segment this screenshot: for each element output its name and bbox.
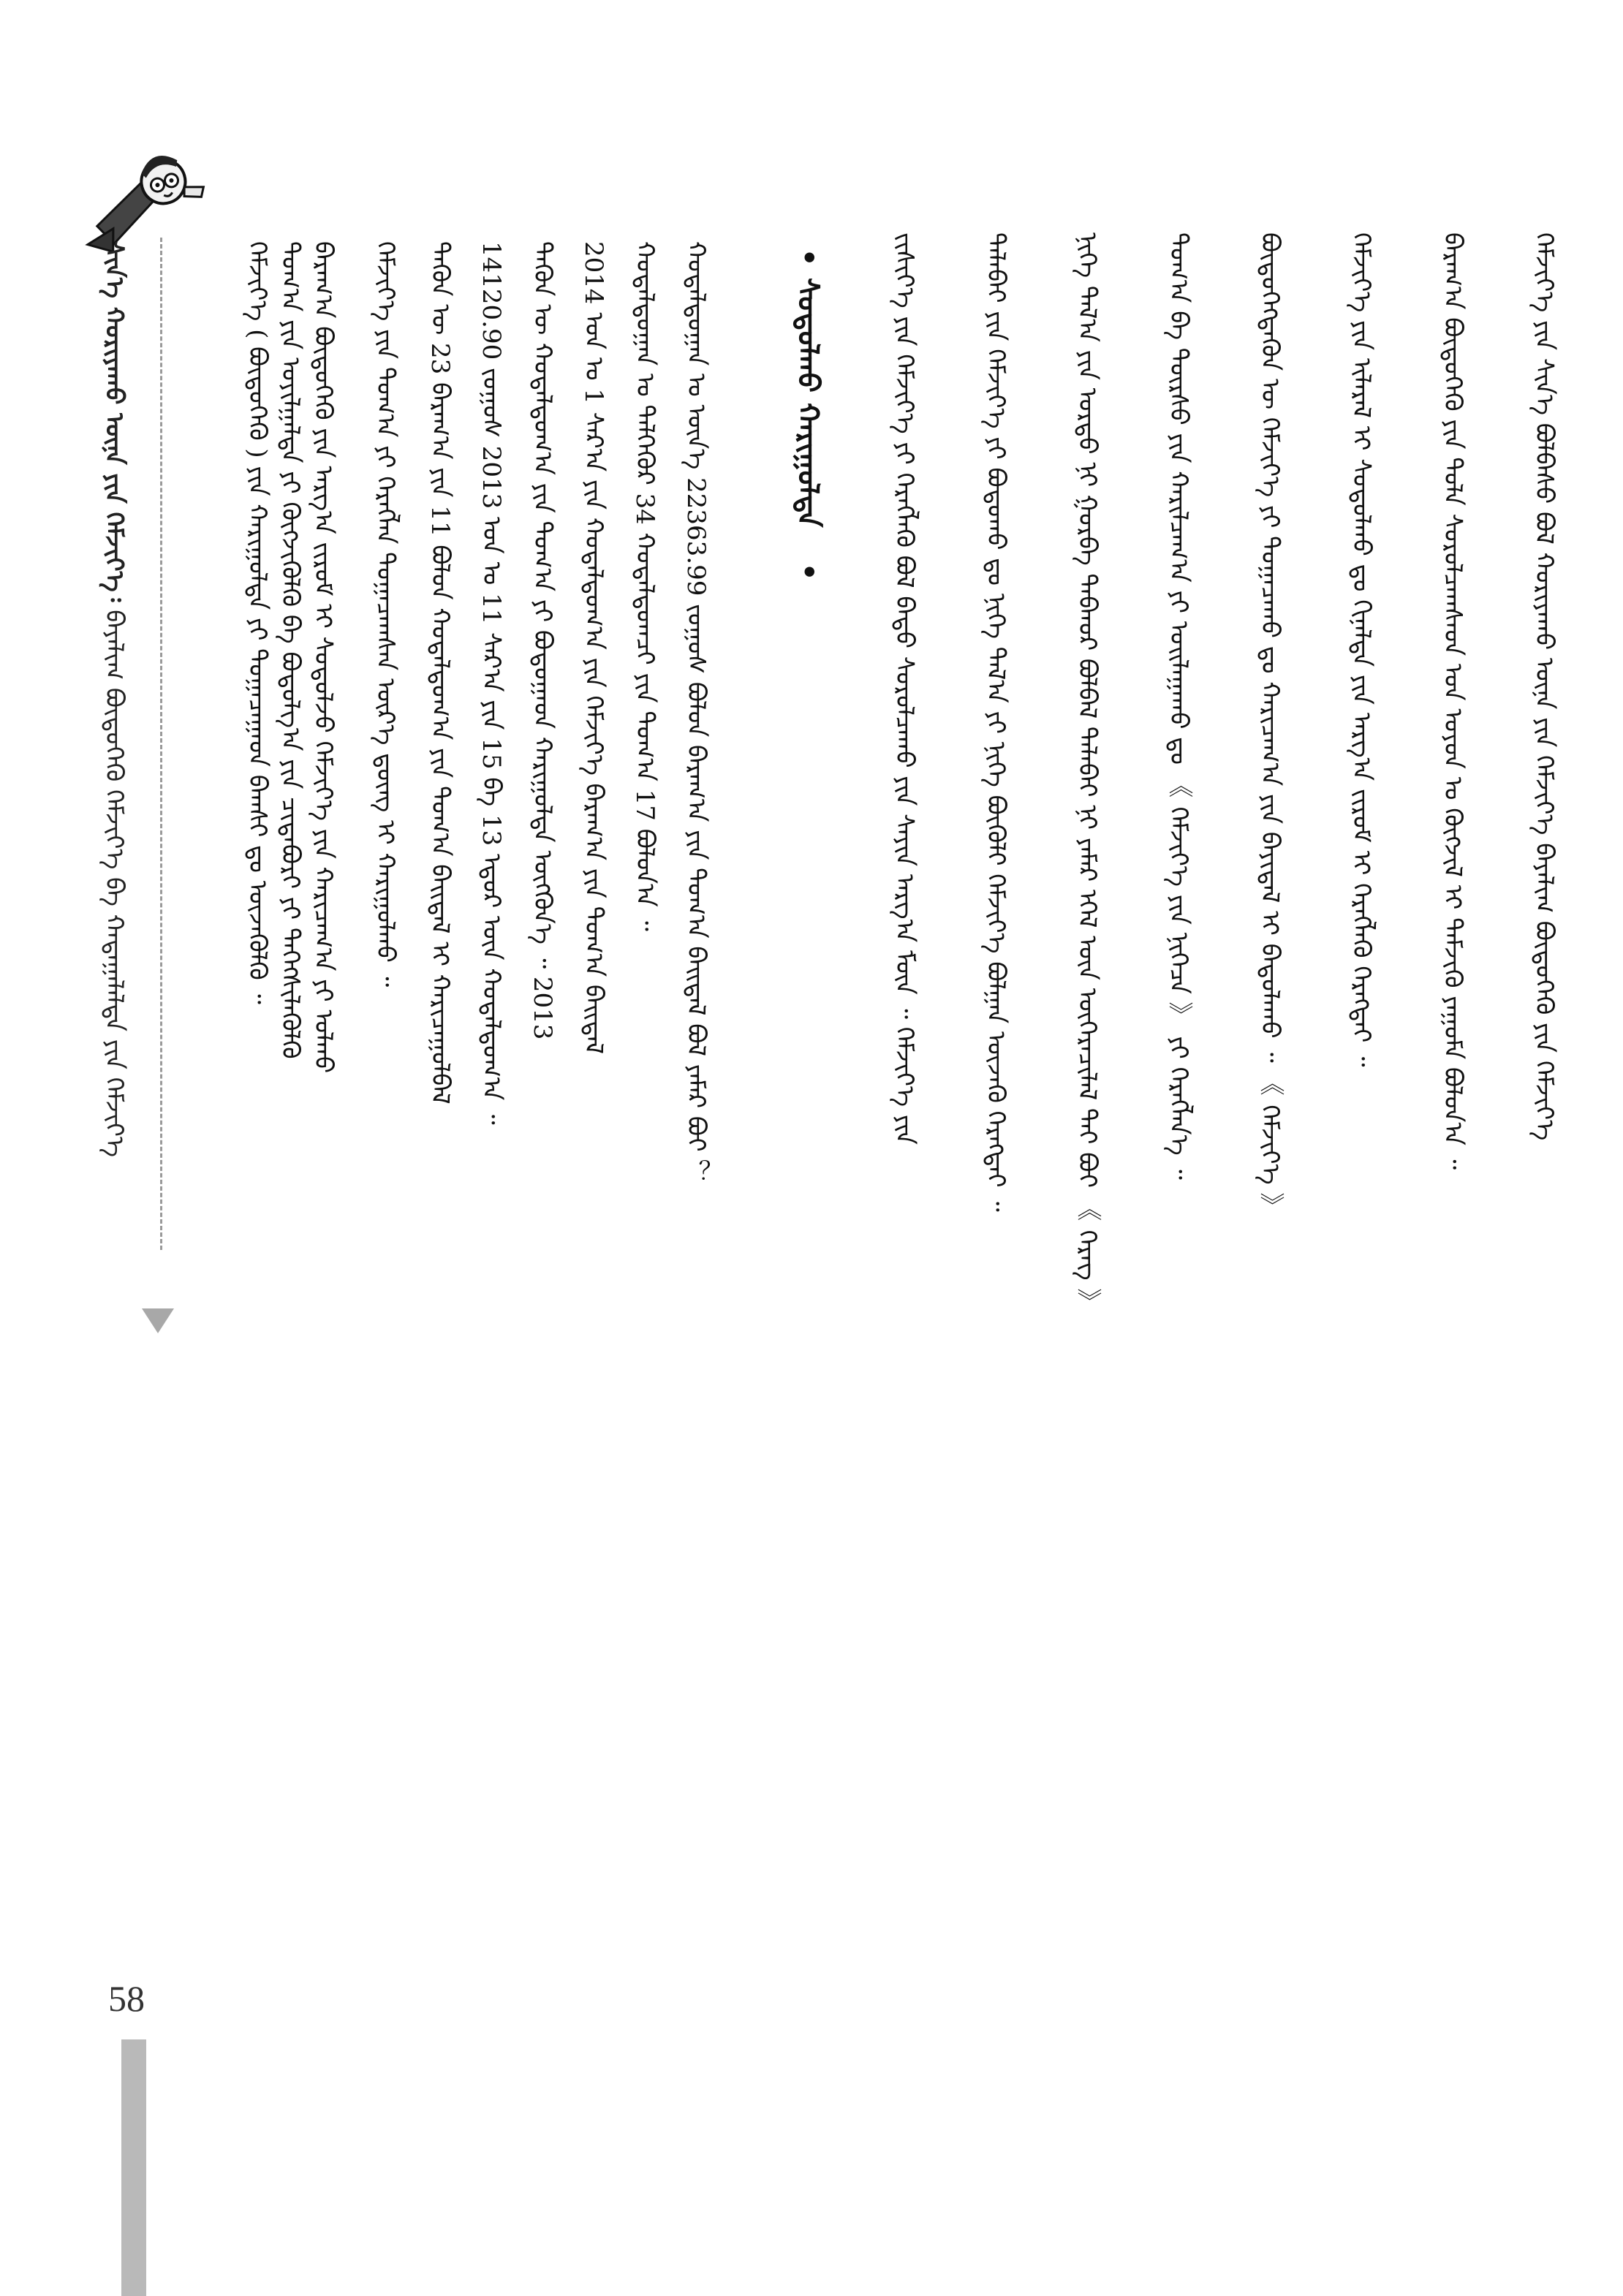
lower-column-10: ᠬᠤᠳᠠᠯᠳᠤᠭᠠᠨ ᠤ ᠦᠨ᠎ᠡ 22363.99 ᠵᠣᠭᠣᠰ ᠪᠣᠯᠤᠨ ᠪᠠᠷᠠᠭ᠎ᠠ ᠶᠢᠨ ᠲᠣᠭ᠎ᠠ ᠪᠠᠢᠳᠠᠯ ᠪᠣᠯ ᠶᠠᠮᠠᠷ ᠪᠣᠢ ？: [681, 241, 711, 1185]
upper-column-1: ᠵᠢᠱᠢᠶ᠎ᠡ ᠶᠢᠨ ᠬᠡᠮᠵᠢᠶ᠎ᠡ ᠶᠢ ᠬᠡᠷᠡᠭᠯᠡᠬᠦ ᠪᠣᠯ ᠪᠠᠳᠤ ᠰᠤᠷᠤᠯᠴᠠᠬᠤ ᠶᠢᠨ ᠰᠠᠶᠢᠨ ᠠᠷᠭ᠎ᠠ ᠮᠥᠨ ᠃ ᠬᠡᠮᠵᠢᠶ᠎ᠡ ᠶᠢᠨ: [890, 232, 919, 1145]
upper-column-2: ᠲᠠᠯᠠᠪᠠᠢ ᠶᠢᠨ ᠬᠡᠮᠵᠢᠶ᠎ᠡ ᠶᠢ ᠪᠣᠳᠣᠬᠤ ᠳᠤ ᠨᠢᠭᠡ ᠲᠠᠯ᠎ᠠ ᠶᠢ ᠨᠢᠭᠡ ᠪᠦᠬᠦᠯᠢ ᠬᠡᠮᠵᠢᠶ᠎ᠡ ᠪᠣᠯᠭᠠᠨ ᠦᠵᠡᠬᠦ ᠬᠡᠷᠡᠭᠲᠡᠢ ᠃: [981, 232, 1010, 1212]
lower-column-1: ᠬᠡᠮᠵᠢᠶ᠎ᠡ ( ᠪᠦᠲᠦᠭᠡᠬᠦ ) ᠶᠢᠨ ᠬᠠᠷᠢᠭᠤᠯᠲᠠ ᠶᠢ ᠲᠣᠭᠠᠴᠠᠭᠠᠳ ᠪᠠᠭᠰᠢ ᠳᠤ ᠦᠵᠡᠭᠦᠯᠬᠦ ᠃: [243, 241, 272, 1004]
lower-column-6: 14120.90 ᠵᠣᠭᠣᠰ 2013 ᠣᠨ ᠤ 11 ᠰᠠᠷ᠎ᠠ ᠶᠢᠨ 15 ᠪᠠ 13 ᠡᠳᠦᠷ ᠦᠨ ᠬᠤᠳᠠᠯᠳᠤᠭ᠎ᠠ ᠃: [477, 241, 506, 1125]
lower-column-8: 2014 ᠣᠨ ᠤ 1 ᠰᠠᠷ᠎ᠠ ᠶᠢᠨ ᠬᠤᠳᠠᠯᠳᠤᠭ᠎ᠠ ᠶᠢᠨ ᠬᠡᠮᠵᠢᠶ᠎ᠡ ᠪᠠᠷᠠᠭ᠎ᠠ ᠶᠢᠨ ᠲᠣᠭ᠎ᠠ ᠪᠠᠢᠳᠠᠯ: [579, 241, 608, 1055]
lower-column-7: ᠲᠡᠭᠦᠨ ᠦ ᠬᠤᠳᠠᠯᠳᠤᠭ᠎ᠠ ᠶᠢᠨ ᠲᠣᠭ᠎ᠠ ᠶᠢ ᠪᠣᠳᠣᠭᠠᠳ ᠬᠠᠷᠢᠭᠤᠯᠲᠠ ᠥᠭᠭᠦᠨ᠎ᠡ ᠃ 2013: [528, 241, 557, 1040]
page-number: 58: [108, 1978, 145, 2019]
header-dashed-rule: [160, 238, 162, 1250]
upper-column-6: ᠬᠡᠮᠵᠢᠶ᠎ᠡ ᠶᠢᠨ ᠢᠯᠡᠷᠡᠯ ᠢ ᠰᠤᠳᠤᠯᠬᠤ ᠳᠤ ᠬᠢᠨᠠᠯᠲᠠ ᠶᠢᠨ ᠠᠷᠭ᠎ᠠ ᠵᠢᠷᠤᠮ ᠢ ᠬᠡᠷᠡᠭᠯᠡᠬᠦ ᠬᠡᠷᠡᠭᠲᠡᠢ ᠃: [1347, 232, 1376, 1067]
lower-column-4: ᠬᠡᠮᠵᠢᠶ᠎ᠡ ᠶᠢᠨ ᠲᠣᠭ᠎ᠠ ᠶᠢ ᠬᠡᠷᠡᠭᠯᠡᠨ ᠲᠣᠭᠠᠴᠠᠭᠰᠠᠨ ᠦᠷ᠎ᠡ ᠳ᠋ᠦᠩ ᠢ ᠬᠠᠷᠢᠭᠤᠯᠬᠤ ᠃: [371, 241, 400, 988]
heading-bullet-end: •: [792, 563, 825, 581]
lower-column-2: ᠲᠣᠭ᠎ᠠ ᠶᠢᠨ ᠣᠶᠢᠯᠭᠠᠯᠲᠠ ᠶᠢ ᠬᠥᠭᠵᠢᠭᠦᠯᠬᠦ ᠪᠠ ᠪᠣᠳᠣᠯᠭ᠎ᠠ ᠶᠢᠨ ᠴᠢᠳᠠᠪᠤᠷᠢ ᠶᠢ ᠳᠡᠭᠡᠭᠰᠢᠯᠡᠭᠦᠯᠬᠦ: [276, 241, 305, 1059]
upper-column-7: ᠪᠠᠷᠠᠭ᠎ᠠ ᠪᠦᠲᠦᠭᠡᠬᠦ ᠶᠢᠨ ᠲᠤᠯᠠ ᠰᠤᠷᠤᠯᠴᠠᠭᠰᠠᠳ ᠤᠨ ᠣᠶᠤᠨ ᠤ ᠬᠥᠭᠵᠢᠯ ᠢ ᠳᠡᠮᠵᠢᠬᠦ ᠶᠠᠭᠤᠮᠠ ᠪᠣᠯᠤᠨ᠎ᠠ ᠃: [1438, 232, 1467, 1170]
mascot-illustration: [62, 132, 216, 270]
section-heading: ᠰᠣᠳᠤᠯᠬᠤ ᠬᠠᠷᠢᠭᠤᠯᠲᠠ: [791, 278, 825, 528]
running-head-subtitle: ᠪᠠᠶᠠᠯᠢᠭ ᠪᠦᠲᠦᠭᠡᠬᠦ ᠬᠡᠮᠵᠢᠶ᠎ᠡ ᠪᠠ ᠬᠠᠳᠠᠭᠠᠯᠠᠯᠲᠠ ᠶᠢᠨ ᠬᠡᠮᠵᠢᠶ᠎ᠡ: [99, 610, 129, 1158]
running-head: [92, 241, 136, 1250]
heading-bullet: •: [792, 249, 825, 267]
lower-column-3: ᠪᠠᠷᠠᠭ᠎ᠠ ᠪᠦᠲᠦᠭᠡᠬᠦ ᠶᠢᠨ ᠠᠷᠭ᠎ᠠ ᠵᠢᠷᠤᠮ ᠢ ᠰᠤᠳᠤᠯᠵᠤ ᠬᠡᠮᠵᠢᠶ᠎ᠡ ᠶᠢᠨ ᠬᠠᠷᠢᠴᠠᠭ᠎ᠠ ᠶᠢ ᠣᠯᠬᠤ: [309, 241, 338, 1074]
upper-column-5: ᠪᠦᠲᠦᠭᠡᠭᠳᠡᠬᠦᠨ ᠦ ᠬᠡᠮᠵᠢᠶ᠎ᠡ ᠶᠢ ᠲᠣᠭᠠᠴᠠᠬᠤ ᠳᠤ ᠬᠠᠷᠢᠴᠠᠭ᠎ᠠ ᠶᠢᠨ ᠪᠠᠶᠢᠳᠠᠯ ᠢ ᠪᠠᠲᠤᠯᠠᠬᠤ ᠃ 《 ᠬᠡᠮᠵᠢᠶ᠎ᠡ 》: [1255, 232, 1285, 1219]
thumb-tab: [121, 2039, 146, 2296]
lower-column-9: ᠬᠤᠳᠠᠯᠳᠤᠭᠠᠨ ᠤ ᠳᠡᠯᠭᠡᠭᠦᠷ 34 ᠬᠤᠳᠠᠯᠳᠤᠭᠴᠢ ᠶᠢᠨ ᠲᠣᠭ᠎ᠠ 17 ᠪᠣᠯᠤᠨ᠎ᠠ ᠃: [630, 241, 659, 931]
upper-column-4: ᠲᠣᠭ᠎ᠠ ᠪᠠ ᠳᠦᠷᠰᠦ ᠶᠢᠨ ᠬᠠᠷᠢᠯᠴᠠᠭ᠎ᠠ ᠶᠢ ᠣᠢᠯᠠᠭᠠᠬᠤ ᠳᠤ 《 ᠬᠡᠮᠵᠢᠶ᠎ᠡ ᠶᠢᠨ ᠨᠢᠭᠡᠴᠡ 》 ᠶᠢ ᠬᠡᠷᠡᠭᠯᠡᠨ᠎ᠡ ᠃: [1164, 232, 1193, 1180]
triangle-marker-icon: [142, 1308, 174, 1333]
upper-column-8: ᠬᠡᠮᠵᠢᠶ᠎ᠡ ᠶᠢᠨ ᠰᠢᠨ᠎ᠡ ᠪᠣᠯᠪᠠᠰᠤ ᠪᠣᠯ ᠬᠤᠷᠢᠶᠠᠬᠤ ᠦᠨᠡ ᠶᠢᠨ ᠬᠡᠮᠵᠢᠶ᠎ᠡ ᠪᠠᠶᠠᠯᠢᠭ ᠪᠦᠲᠦᠭᠡᠬᠦ ᠶᠢᠨ ᠬᠡᠮᠵᠢᠶ᠎ᠡ: [1529, 232, 1559, 1141]
upper-column-3: ᠨᠢᠭᠡ ᠲᠠᠯ᠎ᠠ ᠶᠢᠨ ᠤᠷᠲᠤ ᠨᠢ ᠭᠤᠷᠪᠠ ᠳᠠᠪᠬᠤᠷ ᠪᠣᠯᠪᠠᠯ ᠲᠠᠯᠠᠪᠠᠢ ᠨᠢ ᠶᠠᠮᠠᠷ ᠡᠭᠡᠯ ᠦᠨ ᠥᠭᠡᠷᠡᠴᠢᠯᠡᠯ ᠲᠡᠢ ᠪᠣᠢ 《 ᠬᠡᠷᠡᠭ 》: [1072, 232, 1102, 1314]
running-head-title: ᠰᠢᠨ᠎ᠡ ᠬᠤᠷᠢᠶᠠᠬᠤ ᠦᠨᠡ ᠶᠢᠨ ᠬᠡᠮᠵᠢᠶ᠎ᠡ᠄: [99, 241, 129, 602]
lower-column-5: ᠲᠡᠭᠦᠨ ᠦ 23 ᠪᠠᠷᠠᠭ᠎ᠠ ᠶᠢᠨ 11 ᠪᠣᠯᠤᠨ ᠬᠤᠳᠠᠯᠳᠤᠭ᠎ᠠ ᠶᠢᠨ ᠲᠣᠭ᠎ᠠ ᠪᠠᠢᠳᠠᠯ ᠢ ᠬᠠᠷᠢᠴᠠᠭᠤᠯᠪᠠᠯ: [425, 241, 455, 1105]
